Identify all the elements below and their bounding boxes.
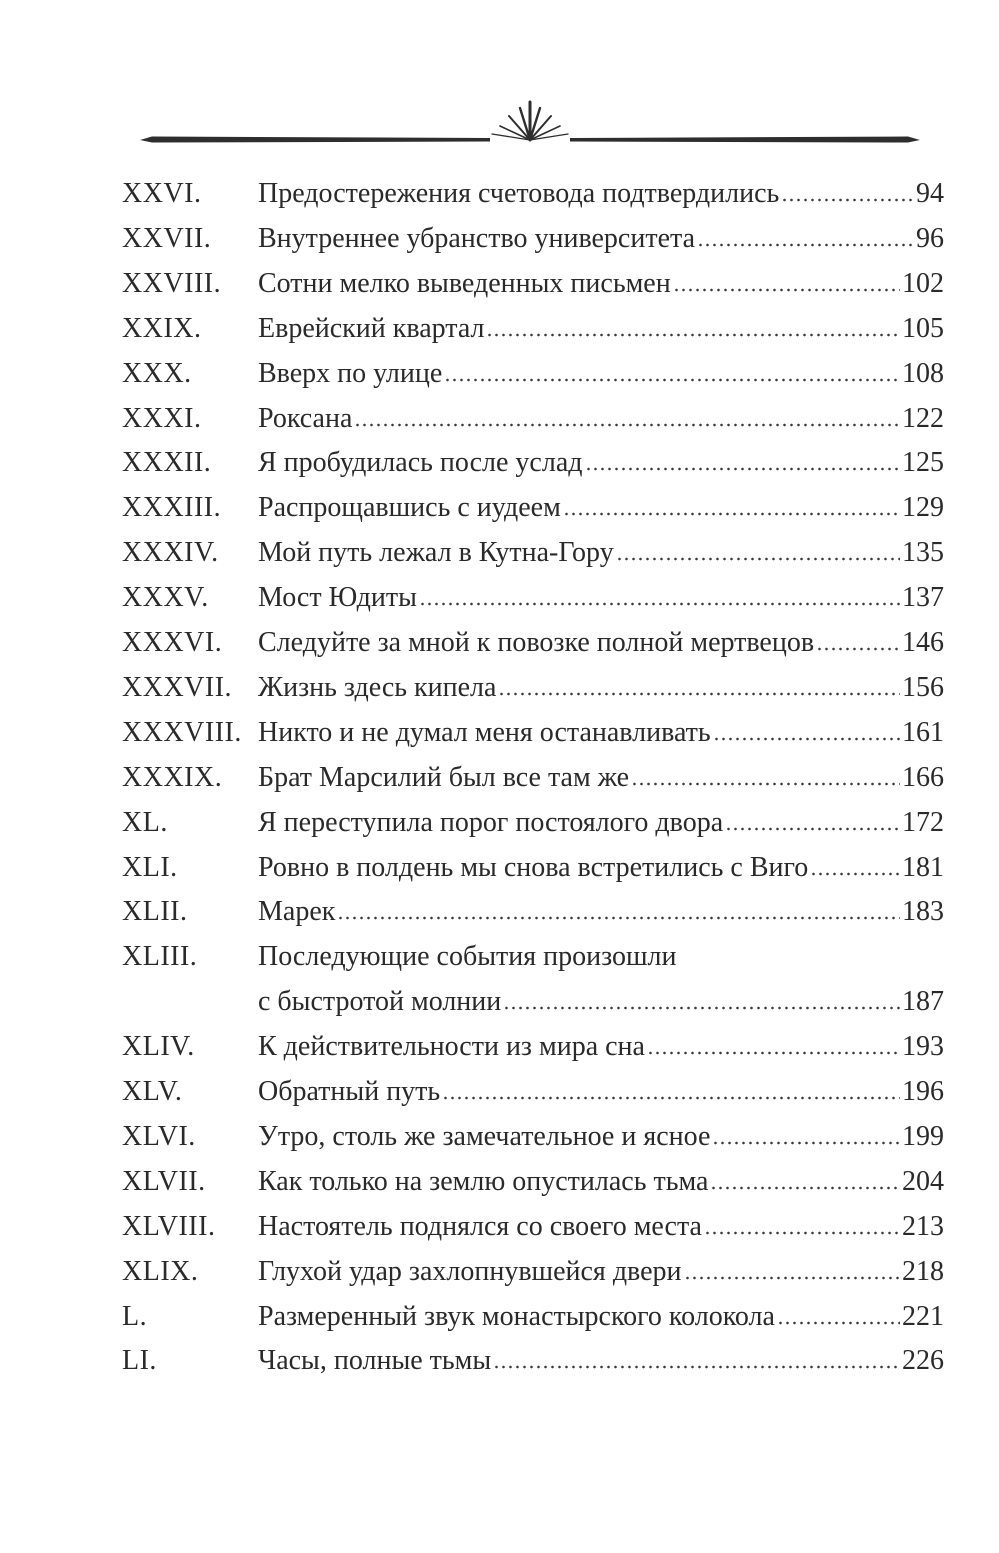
toc-entry bbox=[0, 980, 999, 1024]
dot-leader bbox=[816, 647, 900, 651]
toc-entry bbox=[0, 441, 999, 485]
page-number: 221 bbox=[902, 1301, 944, 1332]
toc-entry bbox=[0, 1339, 999, 1383]
chapter-number: XXVII. bbox=[122, 223, 212, 254]
page-number: 96 bbox=[916, 223, 944, 254]
dot-leader bbox=[684, 1276, 900, 1280]
toc-entry bbox=[0, 756, 999, 800]
page-number: 129 bbox=[902, 492, 944, 523]
chapter-entry bbox=[258, 1339, 944, 1383]
dot-leader bbox=[503, 1006, 900, 1010]
page-number: 166 bbox=[902, 762, 944, 793]
page-number: 105 bbox=[902, 313, 944, 344]
dot-leader bbox=[697, 243, 914, 247]
chapter-title: Следуйте за мной к повозке полной мертвецов bbox=[258, 627, 815, 658]
page-number: 172 bbox=[902, 807, 944, 838]
chapter-entry bbox=[258, 711, 944, 755]
chapter-number: L. bbox=[122, 1301, 148, 1332]
chapter-number: XXXVII. bbox=[122, 672, 233, 703]
toc-entry bbox=[0, 262, 999, 306]
page-number: 183 bbox=[902, 896, 944, 927]
chapter-entry bbox=[258, 980, 944, 1024]
dot-leader bbox=[725, 827, 900, 831]
dot-leader bbox=[777, 1321, 900, 1325]
chapter-number: XXXVI. bbox=[122, 627, 223, 658]
chapter-entry bbox=[258, 531, 944, 575]
chapter-entry bbox=[258, 935, 944, 979]
chapter-entry bbox=[258, 801, 944, 845]
chapter-number: XXXIII. bbox=[122, 492, 222, 523]
chapter-entry bbox=[258, 890, 944, 934]
chapter-entry bbox=[258, 262, 944, 306]
chapter-title: Марек bbox=[258, 896, 336, 927]
toc-entry bbox=[0, 1115, 999, 1159]
chapter-title: Роксана bbox=[258, 403, 353, 434]
toc-entry bbox=[0, 486, 999, 530]
page-number: 193 bbox=[902, 1031, 944, 1062]
page-number: 135 bbox=[902, 537, 944, 568]
page-number: 181 bbox=[902, 852, 944, 883]
chapter-entry bbox=[258, 1295, 944, 1339]
chapter-number: XLVI. bbox=[122, 1121, 196, 1152]
chapter-title: Еврейский квартал bbox=[258, 313, 485, 344]
page-number: 137 bbox=[902, 582, 944, 613]
dot-leader bbox=[444, 378, 900, 382]
dot-leader bbox=[647, 1051, 900, 1055]
toc-entry bbox=[0, 621, 999, 665]
toc-entry bbox=[0, 397, 999, 441]
page-number: 204 bbox=[902, 1166, 944, 1197]
chapter-title: Распрощавшись с иудеем bbox=[258, 492, 561, 523]
chapter-number: XLI. bbox=[122, 852, 178, 883]
chapter-title: Обратный путь bbox=[258, 1076, 441, 1107]
chapter-number: XXXIX. bbox=[122, 762, 223, 793]
dot-leader bbox=[337, 916, 900, 920]
chapter-title: Мост Юдиты bbox=[258, 582, 417, 613]
toc-entry bbox=[0, 1295, 999, 1339]
page-number: 146 bbox=[902, 627, 944, 658]
chapter-title: с быстротой молнии bbox=[258, 986, 502, 1017]
dot-leader bbox=[712, 1141, 900, 1145]
page-number: 102 bbox=[902, 268, 944, 299]
chapter-entry bbox=[258, 217, 944, 261]
toc-entry bbox=[0, 172, 999, 216]
dot-leader bbox=[673, 288, 900, 292]
dot-leader bbox=[585, 467, 901, 471]
chapter-title: Ровно в полдень мы снова встретились с Виго bbox=[258, 852, 809, 883]
chapter-entry bbox=[258, 846, 944, 890]
chapter-entry bbox=[258, 666, 944, 710]
chapter-entry bbox=[258, 441, 944, 485]
chapter-entry bbox=[258, 756, 944, 800]
chapter-number: XLVII. bbox=[122, 1166, 206, 1197]
chapter-title: Жизнь здесь кипела bbox=[258, 672, 497, 703]
chapter-entry bbox=[258, 1115, 944, 1159]
chapter-number: LI. bbox=[122, 1345, 157, 1376]
chapter-entry bbox=[258, 621, 944, 665]
dot-leader bbox=[498, 692, 900, 696]
chapter-title: Утро, столь же замечательное и ясное bbox=[258, 1121, 711, 1152]
chapter-title: Глухой удар захлопнувшейся двери bbox=[258, 1256, 682, 1287]
dot-leader bbox=[563, 512, 900, 516]
chapter-title: Брат Марсилий был все там же bbox=[258, 762, 630, 793]
chapter-title: Сотни мелко выведенных письмен bbox=[258, 268, 671, 299]
chapter-number: XXXII. bbox=[122, 447, 212, 478]
chapter-entry bbox=[258, 352, 944, 396]
page-number: 199 bbox=[902, 1121, 944, 1152]
chapter-number: XXVI. bbox=[122, 178, 202, 209]
page-number: 125 bbox=[902, 447, 944, 478]
toc-entry bbox=[0, 1205, 999, 1249]
page-number: 122 bbox=[902, 403, 944, 434]
toc-entry bbox=[0, 1160, 999, 1204]
chapter-number: XLV. bbox=[122, 1076, 183, 1107]
toc-entry bbox=[0, 935, 999, 979]
chapter-title: Мой путь лежал в Кутна-Гору bbox=[258, 537, 614, 568]
toc-entry bbox=[0, 801, 999, 845]
chapter-number: XXIX. bbox=[122, 313, 202, 344]
page-number: 161 bbox=[902, 717, 944, 748]
chapter-number: XLIX. bbox=[122, 1256, 199, 1287]
chapter-number: XLIII. bbox=[122, 941, 198, 972]
chapter-number: XXVIII. bbox=[122, 268, 222, 299]
toc-entry bbox=[0, 1250, 999, 1294]
page-number: 156 bbox=[902, 672, 944, 703]
chapter-number: XLVIII. bbox=[122, 1211, 216, 1242]
chapter-number: XLII. bbox=[122, 896, 188, 927]
chapter-title: Предостережения счетовода подтвердились bbox=[258, 178, 780, 209]
chapter-entry bbox=[258, 576, 944, 620]
page-number: 213 bbox=[902, 1211, 944, 1242]
chapter-title: Часы, полные тьмы bbox=[258, 1345, 492, 1376]
chapter-entry bbox=[258, 1070, 944, 1114]
chapter-entry bbox=[258, 1025, 944, 1069]
chapter-title: Вверх по улице bbox=[258, 358, 443, 389]
page-number: 94 bbox=[916, 178, 944, 209]
dot-leader bbox=[704, 1231, 900, 1235]
chapter-entry bbox=[258, 1250, 944, 1294]
chapter-entry bbox=[258, 486, 944, 530]
toc-entry bbox=[0, 307, 999, 351]
chapter-number: XXXV. bbox=[122, 582, 209, 613]
toc-entry bbox=[0, 890, 999, 934]
dot-leader bbox=[616, 557, 900, 561]
chapter-number: XXXI. bbox=[122, 403, 202, 434]
page-number: 108 bbox=[902, 358, 944, 389]
chapter-title: Последующие события произошли bbox=[258, 941, 677, 972]
toc-entry bbox=[0, 576, 999, 620]
chapter-entry bbox=[258, 1205, 944, 1249]
chapter-entry bbox=[258, 1160, 944, 1204]
page-number: 187 bbox=[902, 986, 944, 1017]
page-number: 218 bbox=[902, 1256, 944, 1287]
chapter-title: Внутреннее убранство университета bbox=[258, 223, 696, 254]
toc-entry bbox=[0, 217, 999, 261]
chapter-title: Никто и не думал меня останавливать bbox=[258, 717, 711, 748]
toc-entry bbox=[0, 846, 999, 890]
dot-leader bbox=[419, 602, 900, 606]
chapter-title: Настоятель поднялся со своего места bbox=[258, 1211, 702, 1242]
dot-leader bbox=[486, 333, 900, 337]
toc-entry bbox=[0, 531, 999, 575]
chapter-number: XXXVIII. bbox=[122, 717, 242, 748]
chapter-number: XLIV. bbox=[122, 1031, 195, 1062]
toc-entry bbox=[0, 711, 999, 755]
chapter-number: XXXIV. bbox=[122, 537, 219, 568]
toc-entry bbox=[0, 1025, 999, 1069]
chapter-number: XL. bbox=[122, 807, 168, 838]
dot-leader bbox=[810, 872, 900, 876]
dot-leader bbox=[442, 1096, 900, 1100]
dot-leader bbox=[781, 198, 914, 202]
toc-entry bbox=[0, 666, 999, 710]
page-number: 226 bbox=[902, 1345, 944, 1376]
dot-leader bbox=[713, 737, 900, 741]
chapter-title: Размеренный звук монастырского колокола bbox=[258, 1301, 775, 1332]
dot-leader bbox=[493, 1365, 900, 1369]
chapter-number: XXX. bbox=[122, 358, 192, 389]
dot-leader bbox=[710, 1186, 900, 1190]
chapter-entry bbox=[258, 307, 944, 351]
chapter-title: Как только на землю опустилась тьма bbox=[258, 1166, 709, 1197]
toc-entry bbox=[0, 1070, 999, 1114]
chapter-title: Я переступила порог постоялого двора bbox=[258, 807, 724, 838]
page-number: 196 bbox=[902, 1076, 944, 1107]
chapter-entry bbox=[258, 397, 944, 441]
decorative-divider-ornament bbox=[140, 96, 920, 156]
dot-leader bbox=[354, 423, 900, 427]
dot-leader bbox=[631, 782, 900, 786]
chapter-entry bbox=[258, 172, 944, 216]
chapter-title: К действительности из мира сна bbox=[258, 1031, 645, 1062]
chapter-title: Я пробудилась после услад bbox=[258, 447, 583, 478]
toc-entry bbox=[0, 352, 999, 396]
